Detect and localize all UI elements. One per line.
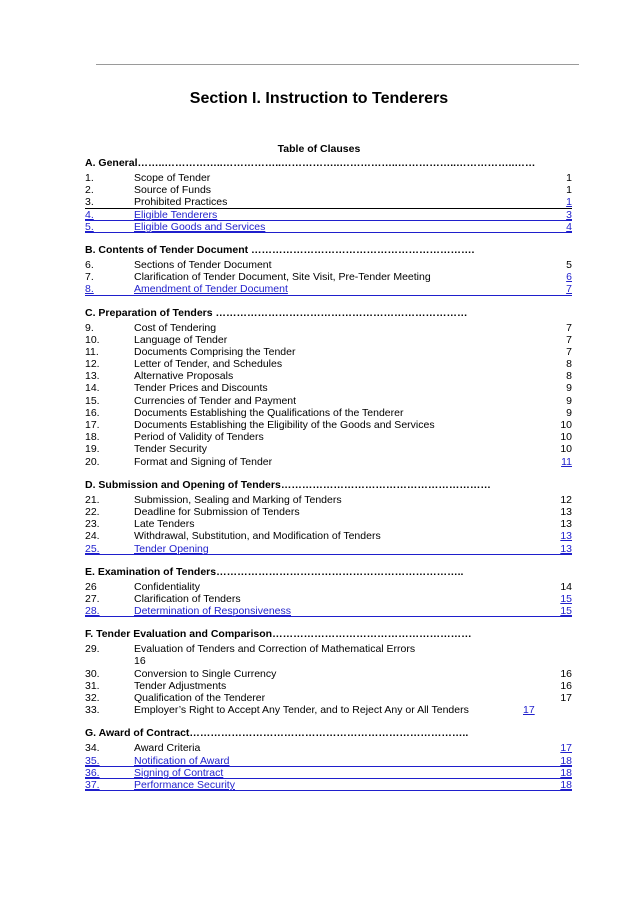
clause-page[interactable]: 3 bbox=[566, 208, 572, 221]
clause-title: Letter of Tender, and Schedules bbox=[134, 358, 283, 371]
toc-section bbox=[85, 306, 572, 468]
clause-title: Employer’s Right to Accept Any Tender, and to Reject Any or All Tenders bbox=[134, 704, 469, 717]
clause-title: Documents Establishing the Qualifications of the Tenderer bbox=[134, 406, 404, 419]
clause-page: 14 bbox=[560, 580, 572, 593]
clause-title: Tender Adjustments bbox=[134, 679, 227, 692]
clause-page: 9 bbox=[566, 406, 572, 419]
clause-number: 25. bbox=[85, 542, 100, 555]
clause-page[interactable]: 15 bbox=[560, 592, 572, 605]
clause-row[interactable] bbox=[85, 322, 572, 334]
clause-title: Determination of Responsiveness bbox=[134, 605, 291, 618]
clause-number: 1. bbox=[85, 172, 94, 184]
clause-number: 29. bbox=[85, 643, 100, 656]
clause-title: Sections of Tender Document bbox=[134, 258, 272, 271]
clause-number: 8. bbox=[85, 283, 94, 296]
clause-row[interactable] bbox=[85, 506, 572, 518]
clause-page: 1 bbox=[566, 196, 572, 209]
clause-number: 18. bbox=[85, 431, 100, 444]
clause-number: 2. bbox=[85, 184, 94, 197]
clause-number: 28. bbox=[85, 605, 100, 618]
clause-title: Prohibited Practices bbox=[134, 196, 228, 209]
clause-row[interactable] bbox=[85, 407, 572, 419]
section-heading[interactable]: A. General……..……………..……………..……………..……………..……………..……………..…… bbox=[85, 157, 536, 169]
clause-title: Tender Prices and Discounts bbox=[134, 382, 268, 395]
clause-page: 7 bbox=[566, 321, 572, 334]
header-rule bbox=[96, 64, 579, 65]
clause-page: 9 bbox=[566, 394, 572, 407]
clause-title: Eligible Tenderers bbox=[134, 208, 218, 221]
clause-page: 12 bbox=[560, 493, 572, 506]
clause-row[interactable] bbox=[85, 221, 572, 233]
clause-page[interactable]: 13 bbox=[560, 530, 572, 543]
clause-number: 4. bbox=[85, 208, 94, 221]
clause-title: Performance Security bbox=[134, 778, 235, 791]
section-heading[interactable]: E. Examination of Tenders…………………………………………………………….. bbox=[85, 565, 464, 578]
clause-row[interactable] bbox=[85, 543, 572, 555]
clause-page[interactable]: 13 bbox=[560, 542, 572, 555]
clause-row[interactable] bbox=[85, 767, 572, 779]
clause-row[interactable] bbox=[85, 271, 572, 283]
clause-number: 35. bbox=[85, 754, 100, 767]
clause-number: 9. bbox=[85, 321, 94, 334]
clause-title: Documents Establishing the Eligibility of the Goods and Services bbox=[134, 419, 435, 431]
clause-page: 13 bbox=[560, 505, 572, 518]
clause-number: 34. bbox=[85, 742, 100, 755]
section-heading[interactable]: G. Award of Contract…………………………………………………………………….. bbox=[85, 727, 469, 740]
section-heading[interactable]: B. Contents of Tender Document ………………………………………………………. bbox=[85, 243, 475, 256]
clause-number: 19. bbox=[85, 443, 100, 456]
clause-title: Language of Tender bbox=[134, 333, 228, 346]
clause-page[interactable]: 17 bbox=[523, 704, 535, 717]
clause-number: 6. bbox=[85, 258, 94, 271]
clause-page: 10 bbox=[560, 431, 572, 444]
clause-page: 10 bbox=[560, 443, 572, 456]
clause-number: 13. bbox=[85, 370, 100, 383]
table-of-clauses bbox=[85, 156, 572, 801]
clause-title: Eligible Goods and Services bbox=[134, 220, 266, 233]
clause-title: Notification of Award bbox=[134, 754, 230, 767]
clause-row[interactable] bbox=[85, 704, 572, 716]
clause-page[interactable]: 4 bbox=[566, 220, 572, 233]
clause-number: 23. bbox=[85, 518, 100, 531]
clause-row[interactable] bbox=[85, 643, 572, 667]
clause-row[interactable] bbox=[85, 346, 572, 358]
clause-number: 3. bbox=[85, 196, 94, 209]
clause-number: 32. bbox=[85, 692, 100, 705]
clause-page[interactable]: 18 bbox=[560, 766, 572, 779]
clause-number: 26 bbox=[85, 580, 97, 593]
clause-title: Withdrawal, Substitution, and Modification of Tenders bbox=[134, 530, 381, 543]
clause-number: 5. bbox=[85, 220, 94, 233]
clause-page[interactable]: 11 bbox=[561, 455, 572, 468]
clause-number: 15. bbox=[85, 394, 100, 407]
section-heading[interactable]: D. Submission and Opening of Tenders…………………………………………………… bbox=[85, 478, 491, 491]
clause-row[interactable] bbox=[85, 382, 572, 394]
clause-page[interactable]: 18 bbox=[560, 754, 572, 767]
clause-page: 17 bbox=[560, 692, 572, 705]
clause-row[interactable] bbox=[85, 358, 572, 370]
clause-row[interactable] bbox=[85, 370, 572, 382]
clause-row[interactable] bbox=[85, 443, 572, 455]
section-heading[interactable]: F. Tender Evaluation and Comparison………………………………………………… bbox=[85, 628, 472, 641]
clause-page: 8 bbox=[566, 358, 572, 371]
clause-number: 31. bbox=[85, 679, 100, 692]
clause-number: 7. bbox=[85, 271, 94, 284]
clause-title: Cost of Tendering bbox=[134, 321, 217, 334]
clause-page: 7 bbox=[566, 345, 572, 358]
clause-page: 8 bbox=[566, 370, 572, 383]
clause-row[interactable] bbox=[85, 581, 572, 593]
clause-row[interactable] bbox=[85, 172, 572, 184]
clause-title: Currencies of Tender and Payment bbox=[134, 394, 297, 407]
clause-number: 22. bbox=[85, 505, 100, 518]
clause-title: Award Criteria bbox=[134, 742, 201, 755]
clause-title: Format and Signing of Tender bbox=[134, 455, 273, 468]
clause-number: 16. bbox=[85, 406, 100, 419]
clause-row[interactable] bbox=[85, 259, 572, 271]
clause-title: Submission, Sealing and Marking of Tenders bbox=[134, 493, 342, 506]
toc-section bbox=[85, 243, 572, 296]
clause-row[interactable] bbox=[85, 196, 572, 208]
clause-row[interactable] bbox=[85, 755, 572, 767]
clause-page: 9 bbox=[566, 382, 572, 395]
clause-title: Signing of Contract bbox=[134, 766, 224, 779]
clause-row[interactable] bbox=[85, 779, 572, 791]
clause-page[interactable]: 15 bbox=[560, 605, 572, 618]
clause-row[interactable] bbox=[85, 680, 572, 692]
clause-row[interactable] bbox=[85, 692, 572, 704]
clause-number: 12. bbox=[85, 358, 100, 371]
clause-page: 10 bbox=[560, 419, 572, 431]
clause-title: Tender Security bbox=[134, 443, 207, 456]
clause-row[interactable] bbox=[85, 530, 572, 542]
clause-number: 37. bbox=[85, 778, 100, 791]
clause-number: 30. bbox=[85, 667, 100, 680]
clause-row[interactable] bbox=[85, 209, 572, 221]
clause-page[interactable]: 17 bbox=[560, 742, 572, 755]
clause-row[interactable] bbox=[85, 605, 572, 617]
clause-page: 5 bbox=[566, 258, 572, 271]
table-of-clauses-heading: Table of Clauses bbox=[277, 143, 361, 155]
clause-title: Scope of Tender bbox=[134, 172, 211, 184]
toc-section bbox=[85, 156, 572, 233]
clause-row[interactable] bbox=[85, 419, 572, 431]
page-title: Section I. Instruction to Tenderers bbox=[189, 90, 449, 107]
clause-row[interactable] bbox=[85, 395, 572, 407]
clause-title: Amendment of Tender Document bbox=[134, 283, 288, 296]
clause-number: 36. bbox=[85, 766, 100, 779]
clause-row[interactable] bbox=[85, 283, 572, 295]
clause-page: 1 bbox=[566, 172, 572, 184]
clause-title: Source of Funds bbox=[134, 184, 212, 197]
clause-title: Documents Comprising the Tender bbox=[134, 345, 296, 358]
clause-row[interactable] bbox=[85, 334, 572, 346]
clause-page[interactable]: 6 bbox=[566, 271, 572, 284]
clause-title: Conversion to Single Currency bbox=[134, 667, 277, 680]
clause-row[interactable] bbox=[85, 184, 572, 196]
clause-title-text: Evaluation of Tenders and Correction of Mathematical Errors bbox=[134, 643, 416, 656]
clause-number: 24. bbox=[85, 530, 100, 543]
clause-row[interactable] bbox=[85, 431, 572, 443]
clause-page: 7 bbox=[566, 333, 572, 346]
clause-page: 16 bbox=[560, 679, 572, 692]
clause-title bbox=[134, 643, 474, 667]
toc-section bbox=[85, 565, 572, 618]
clause-title: Tender Opening bbox=[134, 542, 209, 555]
toc-section bbox=[85, 627, 572, 716]
toc-section bbox=[85, 726, 572, 791]
clause-number: 14. bbox=[85, 382, 100, 395]
clause-number: 21. bbox=[85, 493, 100, 506]
clause-page: 13 bbox=[560, 518, 572, 531]
clause-title: Qualification of the Tenderer bbox=[134, 692, 266, 705]
clause-row[interactable] bbox=[85, 668, 572, 680]
clause-row[interactable] bbox=[85, 518, 572, 530]
clause-row[interactable] bbox=[85, 494, 572, 506]
clause-page[interactable]: 7 bbox=[566, 283, 572, 296]
clause-number: 10. bbox=[85, 333, 100, 346]
clause-title: Period of Validity of Tenders bbox=[134, 431, 264, 444]
clause-page: 16 bbox=[134, 655, 146, 668]
clause-title: Clarification of Tenders bbox=[134, 592, 241, 605]
clause-title: Clarification of Tender Document, Site Visit, Pre-Tender Meeting bbox=[134, 271, 431, 284]
clause-row[interactable] bbox=[85, 742, 572, 754]
clause-number: 20. bbox=[85, 455, 100, 468]
section-heading[interactable]: C. Preparation of Tenders ……………………………………………………………… bbox=[85, 306, 468, 319]
clause-number: 17. bbox=[85, 419, 100, 431]
clause-title: Deadline for Submission of Tenders bbox=[134, 505, 300, 518]
toc-section bbox=[85, 478, 572, 555]
clause-number: 11. bbox=[85, 345, 99, 358]
clause-title: Confidentiality bbox=[134, 580, 200, 593]
clause-page: 16 bbox=[560, 667, 572, 680]
clause-page[interactable]: 18 bbox=[560, 778, 572, 791]
clause-number: 33. bbox=[85, 704, 100, 717]
clause-title: Alternative Proposals bbox=[134, 370, 234, 383]
clause-row[interactable] bbox=[85, 456, 572, 468]
clause-page: 1 bbox=[566, 184, 572, 197]
clause-row[interactable] bbox=[85, 593, 572, 605]
clause-number: 27. bbox=[85, 592, 100, 605]
clause-title: Late Tenders bbox=[134, 518, 195, 531]
